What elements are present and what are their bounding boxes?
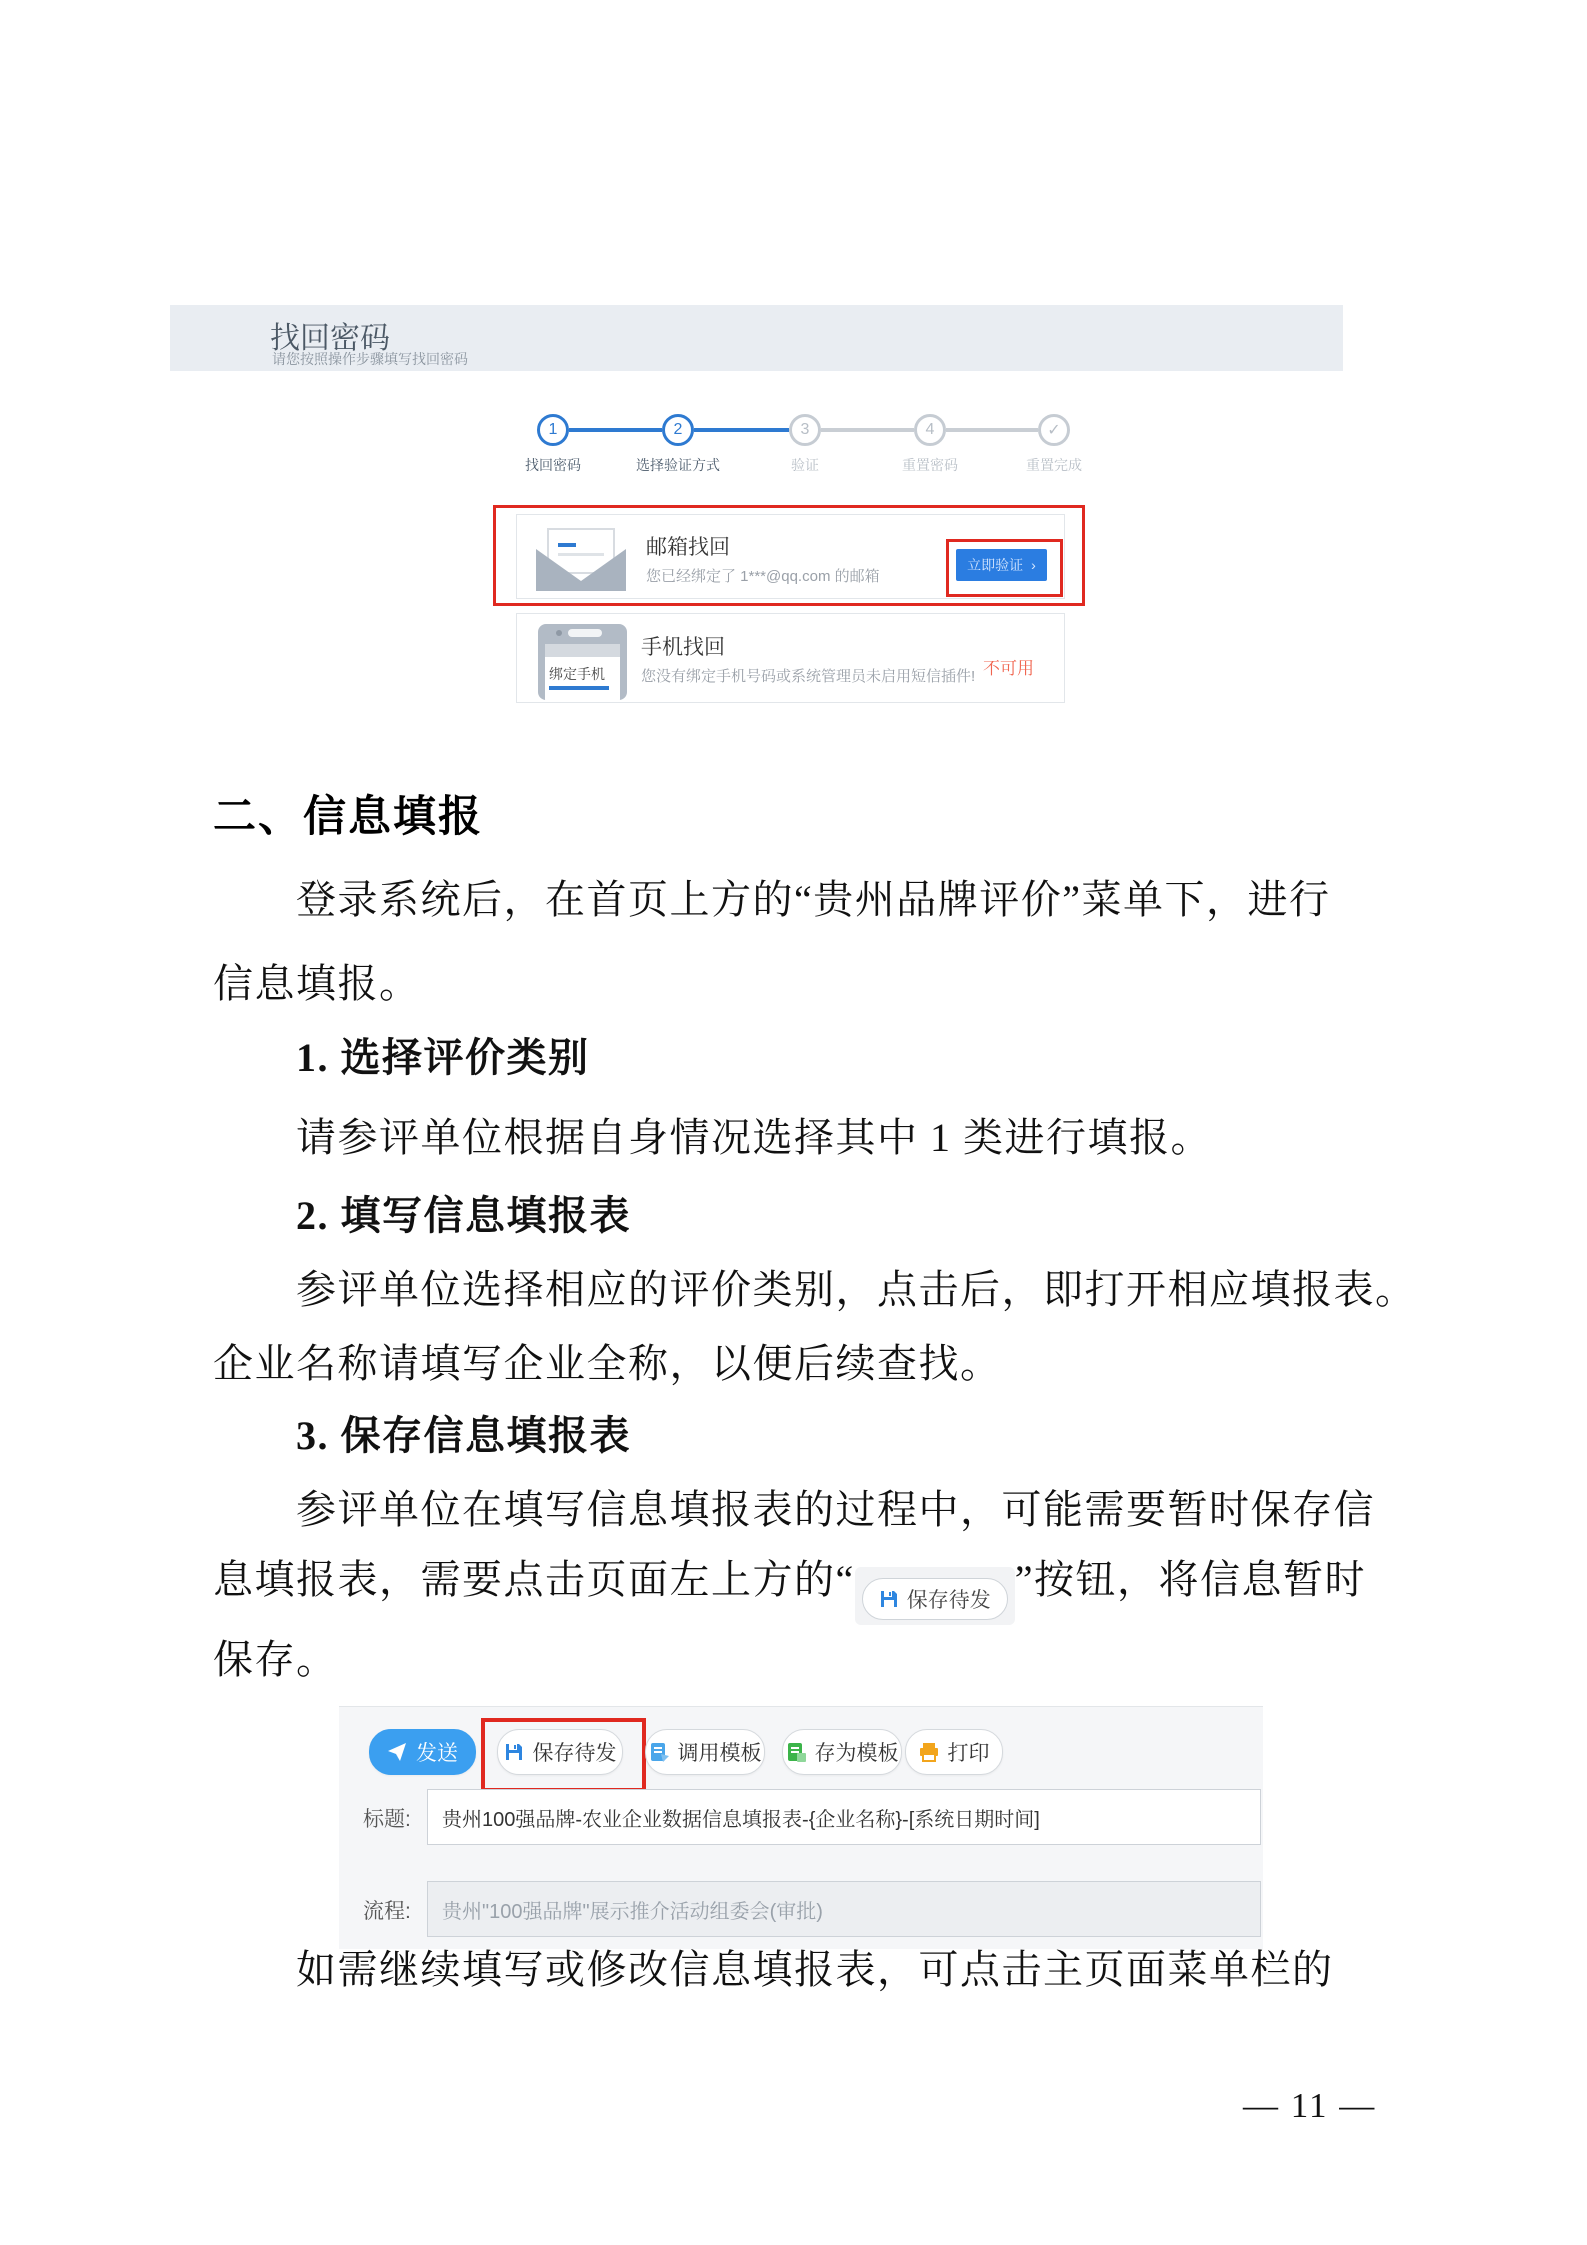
form-toolbar-screenshot	[339, 1706, 1263, 1949]
save-pending-label: 保存待发	[532, 1742, 617, 1765]
send-button[interactable]	[369, 1729, 476, 1775]
step-label-1: 找回密码	[525, 457, 581, 473]
phone-recovery-card[interactable]	[516, 613, 1065, 703]
step-connector	[694, 428, 789, 432]
email-card-desc: 您已经绑定了 1***@qq.com 的邮箱	[646, 568, 880, 585]
paragraph-line: 企业名称请填写企业全称，以便后续查找。	[213, 1341, 1002, 1386]
flow-field-input	[427, 1881, 1261, 1937]
step-label-4: 重置密码	[902, 457, 958, 473]
save-as-template-label: 存为模板	[814, 1742, 899, 1765]
phone-icon-label: 绑定手机	[549, 666, 605, 682]
inline-text-pre: 息填报表，需要点击页面左上方的“	[213, 1557, 855, 1602]
use-template-button[interactable]	[645, 1729, 765, 1775]
item1-heading: 1. 选择评价类别	[296, 1035, 590, 1080]
print-button[interactable]	[905, 1729, 1003, 1775]
save-pending-highlight-box	[481, 1718, 646, 1792]
page-header-band	[170, 305, 1343, 371]
use-template-label: 调用模板	[677, 1742, 762, 1765]
page-title: 找回密码	[270, 322, 390, 355]
page-subtitle: 请您按照操作步骤填写找回密码	[272, 351, 468, 367]
step-label-3: 验证	[791, 457, 819, 473]
print-label: 打印	[947, 1742, 990, 1765]
phone-icon	[538, 624, 627, 700]
phone-card-desc: 您没有绑定手机号码或系统管理员未启用短信插件!	[641, 668, 976, 685]
inline-text-post: ”按钮，将信息暂时	[1014, 1557, 1367, 1602]
email-card-title: 邮箱找回	[646, 536, 730, 559]
flow-field-label: 流程:	[363, 1900, 411, 1923]
step-connector	[821, 428, 914, 432]
template-save-icon	[786, 1742, 806, 1762]
step-circle-1: 1	[537, 414, 569, 446]
step-label-5: 重置完成	[1026, 457, 1082, 473]
flow-field-value: 贵州"100强品牌"展示推介活动组委会(审批)	[442, 1900, 823, 1923]
verify-button-highlight-box	[946, 539, 1063, 597]
password-recovery-screenshot	[170, 305, 1343, 713]
paragraph-line: 信息填报。	[213, 961, 421, 1006]
step-circle-3: 3	[789, 414, 821, 446]
page-number: — 11 —	[1243, 2086, 1377, 2125]
email-recovery-card[interactable]	[516, 514, 1065, 599]
save-as-template-button[interactable]	[782, 1729, 902, 1775]
inline-screenshot-fragment	[855, 1567, 1015, 1625]
section-heading: 二、信息填报	[213, 792, 483, 842]
template-doc-icon	[649, 1742, 669, 1762]
closing-paragraph-line: 如需继续填写或修改信息填报表，可点击主页面菜单栏的	[296, 1947, 1334, 1992]
item2-heading: 2. 填写信息填报表	[296, 1193, 631, 1238]
verify-now-label: 立即验证	[967, 557, 1024, 573]
phone-card-title: 手机找回	[641, 636, 725, 659]
step-circle-5-check-icon: ✓	[1038, 414, 1070, 446]
unavailable-status-badge: 不可用	[983, 659, 1034, 678]
save-pending-inline-button	[862, 1578, 1008, 1620]
chevron-right-icon: ›	[1031, 557, 1036, 573]
save-pending-inline-label: 保存待发	[906, 1589, 991, 1612]
paragraph-line: 请参评单位根据自身情况选择其中 1 类进行填报。	[296, 1115, 1212, 1160]
phone-icon-underline	[549, 686, 609, 690]
paragraph-line: 保存。	[213, 1637, 338, 1682]
title-field-value: 贵州100强品牌-农业企业数据信息填报表-{企业名称}-[系统日期时间]	[442, 1808, 1040, 1831]
title-field-input[interactable]	[427, 1789, 1261, 1845]
save-icon	[879, 1589, 899, 1609]
step-circle-2: 2	[662, 414, 694, 446]
send-label: 发送	[416, 1742, 458, 1765]
step-circle-4: 4	[914, 414, 946, 446]
title-field-label: 标题:	[363, 1808, 411, 1831]
paragraph-line-with-inline-button	[213, 1548, 1366, 1625]
printer-icon	[919, 1742, 939, 1762]
paper-plane-icon	[387, 1742, 407, 1762]
paragraph-line: 参评单位选择相应的评价类别，点击后，即打开相应填报表。	[296, 1267, 1417, 1312]
paragraph-line: 登录系统后，在首页上方的“贵州品牌评价”菜单下，进行	[296, 877, 1331, 922]
step-connector	[946, 428, 1038, 432]
step-label-2: 选择验证方式	[636, 457, 720, 473]
step-connector	[569, 428, 662, 432]
paragraph-line: 参评单位在填写信息填报表的过程中，可能需要暂时保存信	[296, 1487, 1375, 1532]
envelope-icon	[536, 527, 626, 591]
item3-heading: 3. 保存信息填报表	[296, 1413, 631, 1458]
